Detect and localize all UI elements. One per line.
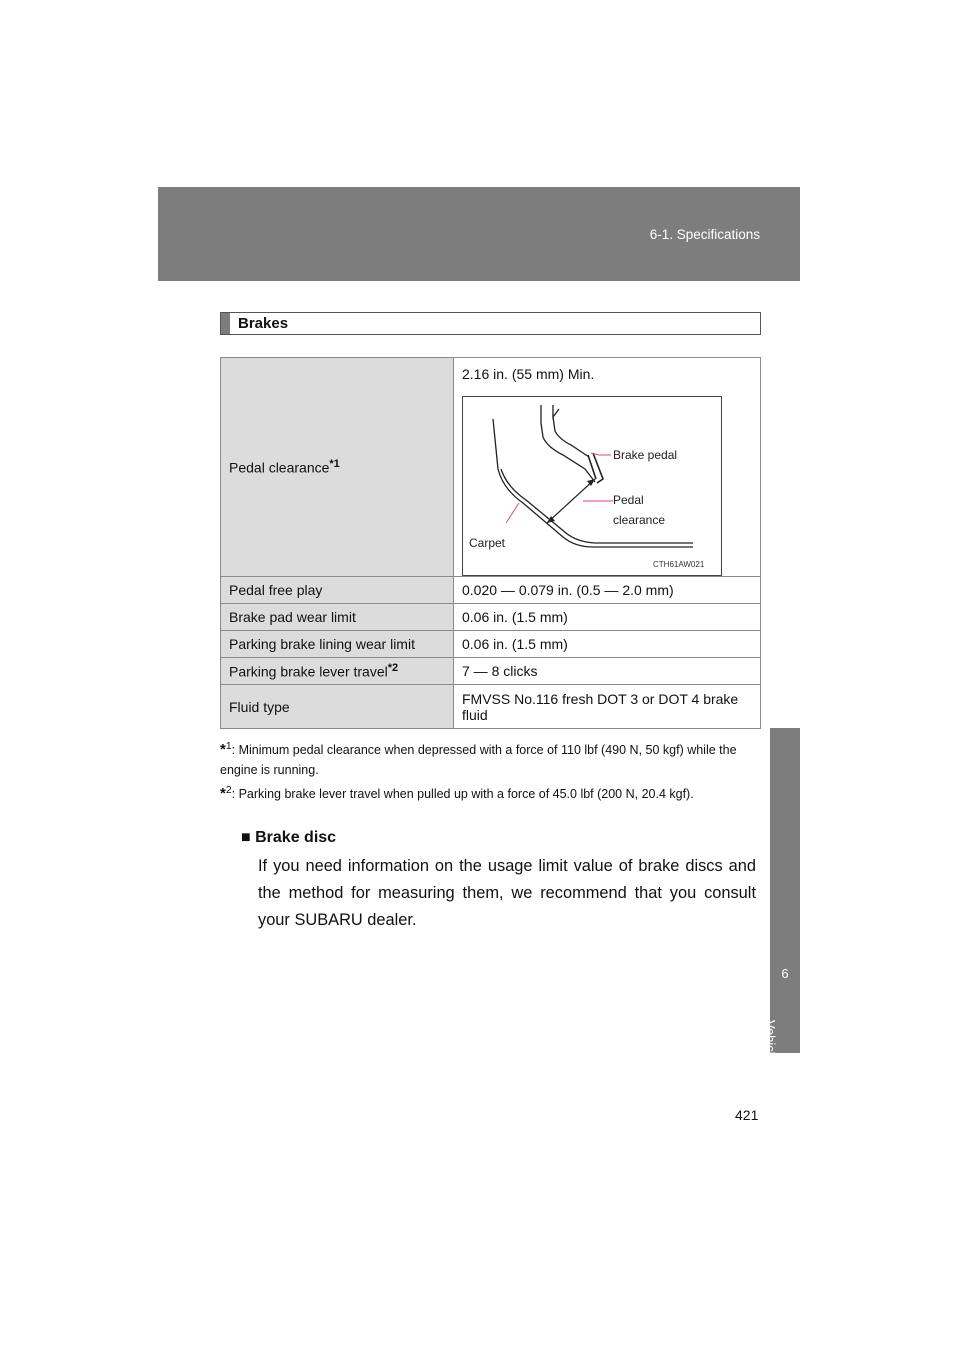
section-title-bar (221, 313, 230, 334)
row-value (454, 358, 761, 577)
chapter-number: 6 (781, 966, 789, 981)
footnote-ref: *2 (387, 662, 399, 675)
table-row (221, 631, 761, 658)
label-clearance: clearance (613, 513, 666, 527)
row-value: FMVSS No.116 fresh DOT 3 or DOT 4 brake fluid (454, 685, 761, 729)
callout-line-carpet (506, 503, 519, 523)
label-carpet: Carpet (469, 536, 506, 550)
chapter-tab (770, 728, 800, 1053)
row-label: Pedal clearance$^{*1}$ (221, 358, 454, 577)
label-pedal: Pedal (613, 493, 644, 507)
section-breadcrumb: 6-1. Specifications (649, 227, 760, 242)
row-value: 0.06 in. (1.5 mm) (454, 604, 761, 631)
pedal-diagram-svg (463, 397, 721, 575)
footnote-ref: *1 (329, 458, 340, 471)
row-label: Pedal free play (221, 577, 454, 604)
pedal-clearance-value: 2.16 in. (55 mm) Min. (462, 366, 595, 382)
table-row (221, 358, 761, 577)
subsection-title: Brake disc (255, 829, 337, 846)
row-label: Fluid type (221, 685, 454, 729)
row-value: 0.06 in. (1.5 mm) (454, 631, 761, 658)
row-label: Parking brake lever travel$^{*2}$ (221, 658, 454, 685)
diagram-code: CTH61AW021 (653, 560, 705, 569)
section-title-box (220, 312, 761, 335)
pedal-arm-line (553, 405, 559, 417)
brakes-spec-table (220, 357, 761, 729)
pedal-clearance-diagram (462, 396, 722, 576)
callout-line-brake-pedal (591, 453, 599, 455)
subsection-heading (241, 829, 336, 847)
row-value: 7 — 8 clicks (454, 658, 761, 685)
page-number: 421 (735, 1107, 759, 1123)
header-band (158, 187, 800, 281)
table-row (221, 577, 761, 604)
table-row (221, 685, 761, 729)
carpet-line-outer (493, 419, 693, 547)
table-row (221, 604, 761, 631)
row-value: 0.020 — 0.079 in. (0.5 — 2.0 mm) (454, 577, 761, 604)
row-label: Parking brake lining wear limit (221, 631, 454, 658)
chapter-label: Vehicle specifications (763, 1020, 778, 1144)
bullet-square: ■ (241, 829, 251, 846)
label-brake-pedal: Brake pedal (613, 448, 678, 462)
section-title: Brakes (238, 315, 289, 332)
subsection-body: If you need information on the usage limit value of brake discs and the method for measuring them, we recommend that you consult your SUBARU dealer. (258, 857, 756, 929)
row-label: Brake pad wear limit (221, 604, 454, 631)
footnote-1: *$^1$: Minimum pedal clearance when depressed with a force of 110 lbf (490 N, 50 kgf) while the engine is running. (220, 741, 737, 778)
footnote-2: *$^2$: Parking brake lever travel when pulled up with a force of 45.0 lbf (200 N, 20.4 kgf). (220, 785, 694, 803)
pedal-arm-line (553, 417, 589, 457)
pedal-arm-line (541, 423, 595, 482)
carpet-line-inner (501, 469, 693, 543)
pedal-pad (588, 453, 603, 483)
table-row (221, 658, 761, 685)
